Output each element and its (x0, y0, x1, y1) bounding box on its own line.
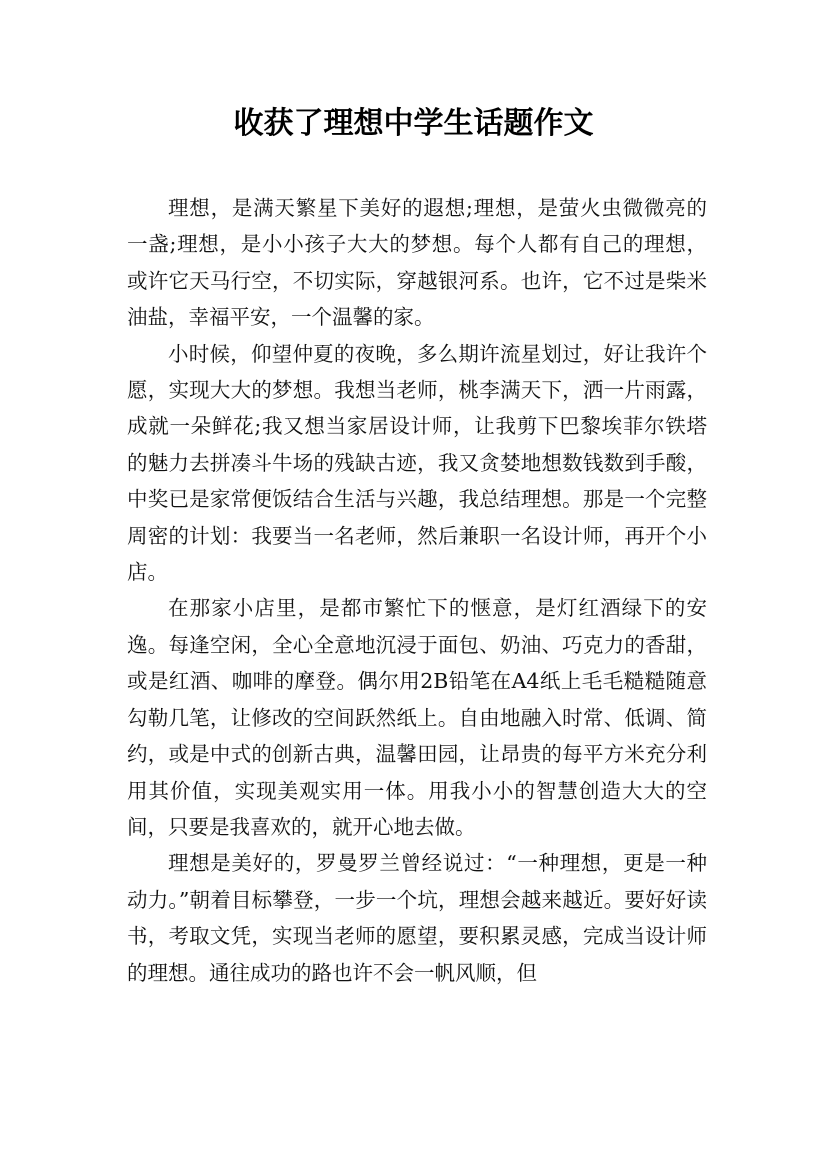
document-title: 收获了理想中学生话题作文 (233, 106, 594, 141)
paragraph-3: 在那家小店里，是都市繁忙下的惬意，是灯红酒绿下的安逸。每逢空闲，全心全意地沉浸于面包、奶油、巧克力的香甜，或是红酒、咖啡的摩登。偶尔用2B铅笔在A4纸上毛毛糙糙随意勾勒几笔，让修改的空间跃然纸上。自由地融入时常、低调、简约，或是中式的创新古典，温馨田园，让昂贵的每平方米充分利用其价值，实现美观实用一体。用我小小的智慧创造大大的空间，只要是我喜欢的，就开心地去做。 (127, 596, 707, 839)
paragraph-2: 小时候，仰望仲夏的夜晚，多么期许流星划过，好让我许个愿，实现大大的梦想。我想当老师，桃李满天下，洒一片雨露，成就一朵鲜花;我又想当家居设计师，让我剪下巴黎埃菲尔铁塔的魅力去拼凑斗牛场的残缺古迹，我又贪婪地想数钱数到手酸，中奖已是家常便饭结合生活与兴趣，我总结理想。那是一个完整周密的计划：我要当一名老师，然后兼职一名设计师，再开个小店。 (127, 341, 707, 585)
document-body (127, 190, 707, 991)
paragraph-1: 理想，是满天繁星下美好的遐想;理想，是萤火虫微微亮的一盏;理想，是小小孩子大大的梦想。每个人都有自己的理想，或许它天马行空，不切实际，穿越银河系。也许，它不过是柴米油盐，幸福平安，一个温馨的家。 (127, 196, 707, 330)
paragraph-4: 理想是美好的，罗曼罗兰曾经说过：“一种理想，更是一种动力。”朝着目标攀登，一步一个坑，理想会越来越近。要好好读书，考取文凭，实现当老师的愿望，要积累灵感，完成当设计师的理想。通往成功的路也许不会一帆风顺，但 (127, 851, 707, 985)
